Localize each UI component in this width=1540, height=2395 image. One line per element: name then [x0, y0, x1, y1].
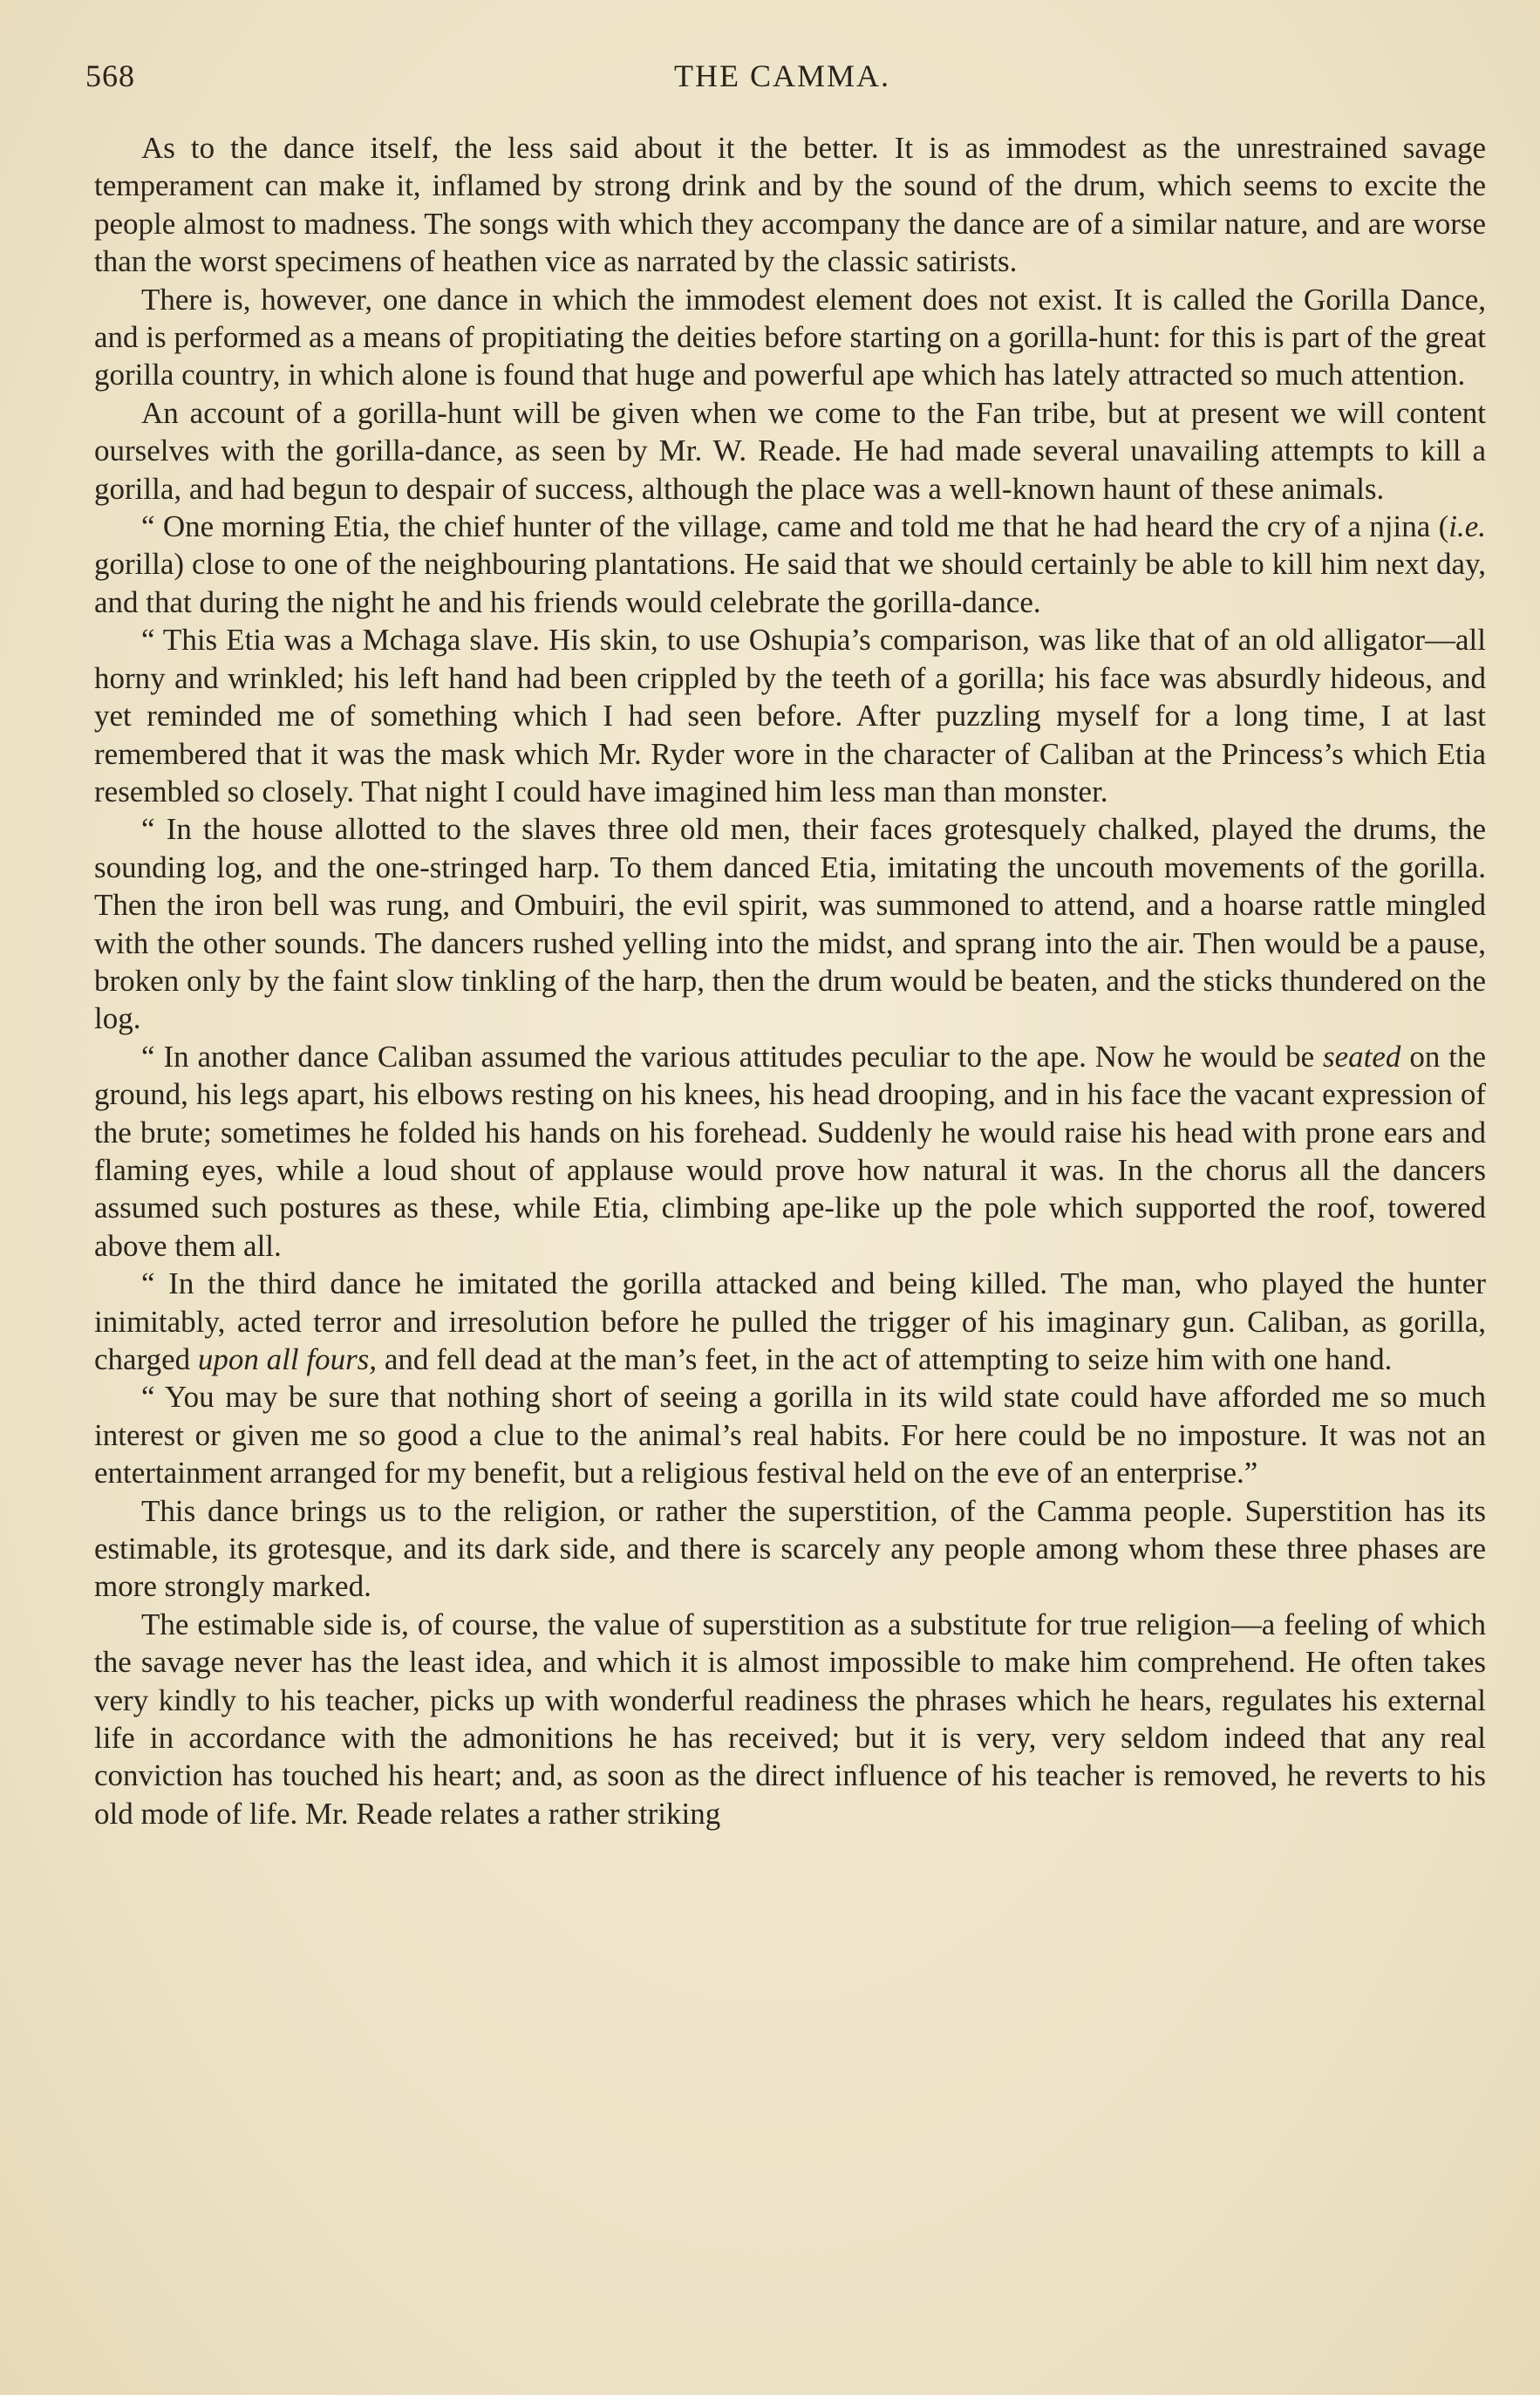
- paragraph: “ In another dance Caliban assumed the various attitudes peculiar to the ape. Now he would be seated on the ground, his legs apart, his elbows resting on his knees, his head drooping, and in his face the vacant expression of the brute; sometimes he folded his hands on his forehead. Suddenly he would raise his head with prone ears and flaming eyes, while a loud shout of applause would prove how natural it was. In the chorus all the dancers assumed such postures as these, while Etia, climbing ape-like up the pole which supported the roof, towered above them all.: [94, 1039, 1487, 1263]
- paragraph: “ This Etia was a Mchaga slave. His skin, to use Oshupia’s comparison, was like that of an old alligator—all horny and wrinkled; his left hand had been crippled by the teeth of a gorilla; his face was absurdly hideous, and yet reminded me of something which I had seen before. After puzzling myself for a long time, I at last remembered that it was the mask which Mr. Ryder wore in the character of Caliban at the Princess’s which Etia resembled so closely. That night I could have imagined him less man than monster.: [94, 623, 1486, 809]
- paragraph: The estimable side is, of course, the value of superstition as a substitute for true religion—a feeling of which the savage never has the least idea, and which it is almost impossible to make him comprehend. He often takes very kindly to his teacher, picks up with wonderful readiness the phrases which he hears, regulates his external life in accordance with the admonitions he has received; but it is very, very seldom indeed that any real conviction has touched his heart; and, as soon as the direct influence of his teacher is removed, he reverts to his old mode of life. Mr. Reade relates a rather striking: [94, 1607, 1486, 1831]
- running-head: THE CAMMA.: [673, 58, 890, 93]
- italic-text: seated: [1323, 1039, 1401, 1074]
- italic-text: i.e.: [1448, 509, 1486, 544]
- body-text: [94, 129, 1486, 1832]
- page-number: 568: [85, 58, 135, 93]
- page-header: [85, 58, 1479, 101]
- paragraph: “ In the house allotted to the slaves three old men, their faces grotesquely chalked, played the drums, the sounding log, and the one-stringed harp. To them danced Etia, imitating the uncouth movements of the gorilla. Then the iron bell was rung, and Ombuiri, the evil spirit, was summoned to attend, and a hoarse rattle mingled with the other sounds. The dancers rushed yelling into the midst, and sprang into the air. Then would be a pause, broken only by the faint slow tinkling of the harp, then the drum would be beaten, and the sticks thundered on the log.: [94, 812, 1486, 1036]
- paragraph: An account of a gorilla-hunt will be given when we come to the Fan tribe, but at present we will content ourselves with the gorilla-dance, as seen by Mr. W. Reade. He had made several unavailing attempts to kill a gorilla, and had begun to despair of success, although the place was a well-known haunt of these animals.: [94, 395, 1486, 506]
- paragraph: As to the dance itself, the less said about it the better. It is as immodest as the unrestrained savage temperament can make it, inflamed by strong drink and by the sound of the drum, which seems to excite the people almost to madness. The songs with which they accompany the dance are of a similar nature, and are worse than the worst specimens of heathen vice as narrated by the classic satirists.: [94, 131, 1486, 279]
- paragraph: “ You may be sure that nothing short of seeing a gorilla in its wild state could have afforded me so much interest or given me so good a clue to the animal’s real habits. For here could be no imposture. It was not an entertainment arranged for my benefit, but a religious festival held on the eve of an enterprise.”: [94, 1380, 1486, 1491]
- paragraph: There is, however, one dance in which the immodest element does not exist. It is called the Gorilla Dance, and is performed as a means of propitiating the deities before starting on a gorilla-hunt: for this is part of the great gorilla country, in which alone is found that huge and powerful ape which has lately attracted so much attention.: [94, 282, 1486, 392]
- paragraph: “ One morning Etia, the chief hunter of the village, came and told me that he had heard the cry of a njina (i.e. gorilla) close to one of the neighbouring plantations. He said that we should certainly be able to kill him next day, and that during the night he and his friends would celebrate the gorilla-dance.: [94, 509, 1486, 619]
- paragraph: “ In the third dance he imitated the gorilla attacked and being killed. The man, who played the hunter inimitably, acted terror and irresolution before he pulled the trigger of his imaginary gun. Caliban, as gorilla, charged upon all fours, and fell dead at the man’s feet, in the act of attempting to seize him with one hand.: [94, 1266, 1486, 1376]
- italic-text: upon all fours,: [197, 1342, 378, 1376]
- paragraph: This dance brings us to the religion, or rather the superstition, of the Camma people. Superstition has its estimable, its grotesque, and its dark side, and there is scarcely any people among whom these three phases are more strongly marked.: [94, 1493, 1486, 1604]
